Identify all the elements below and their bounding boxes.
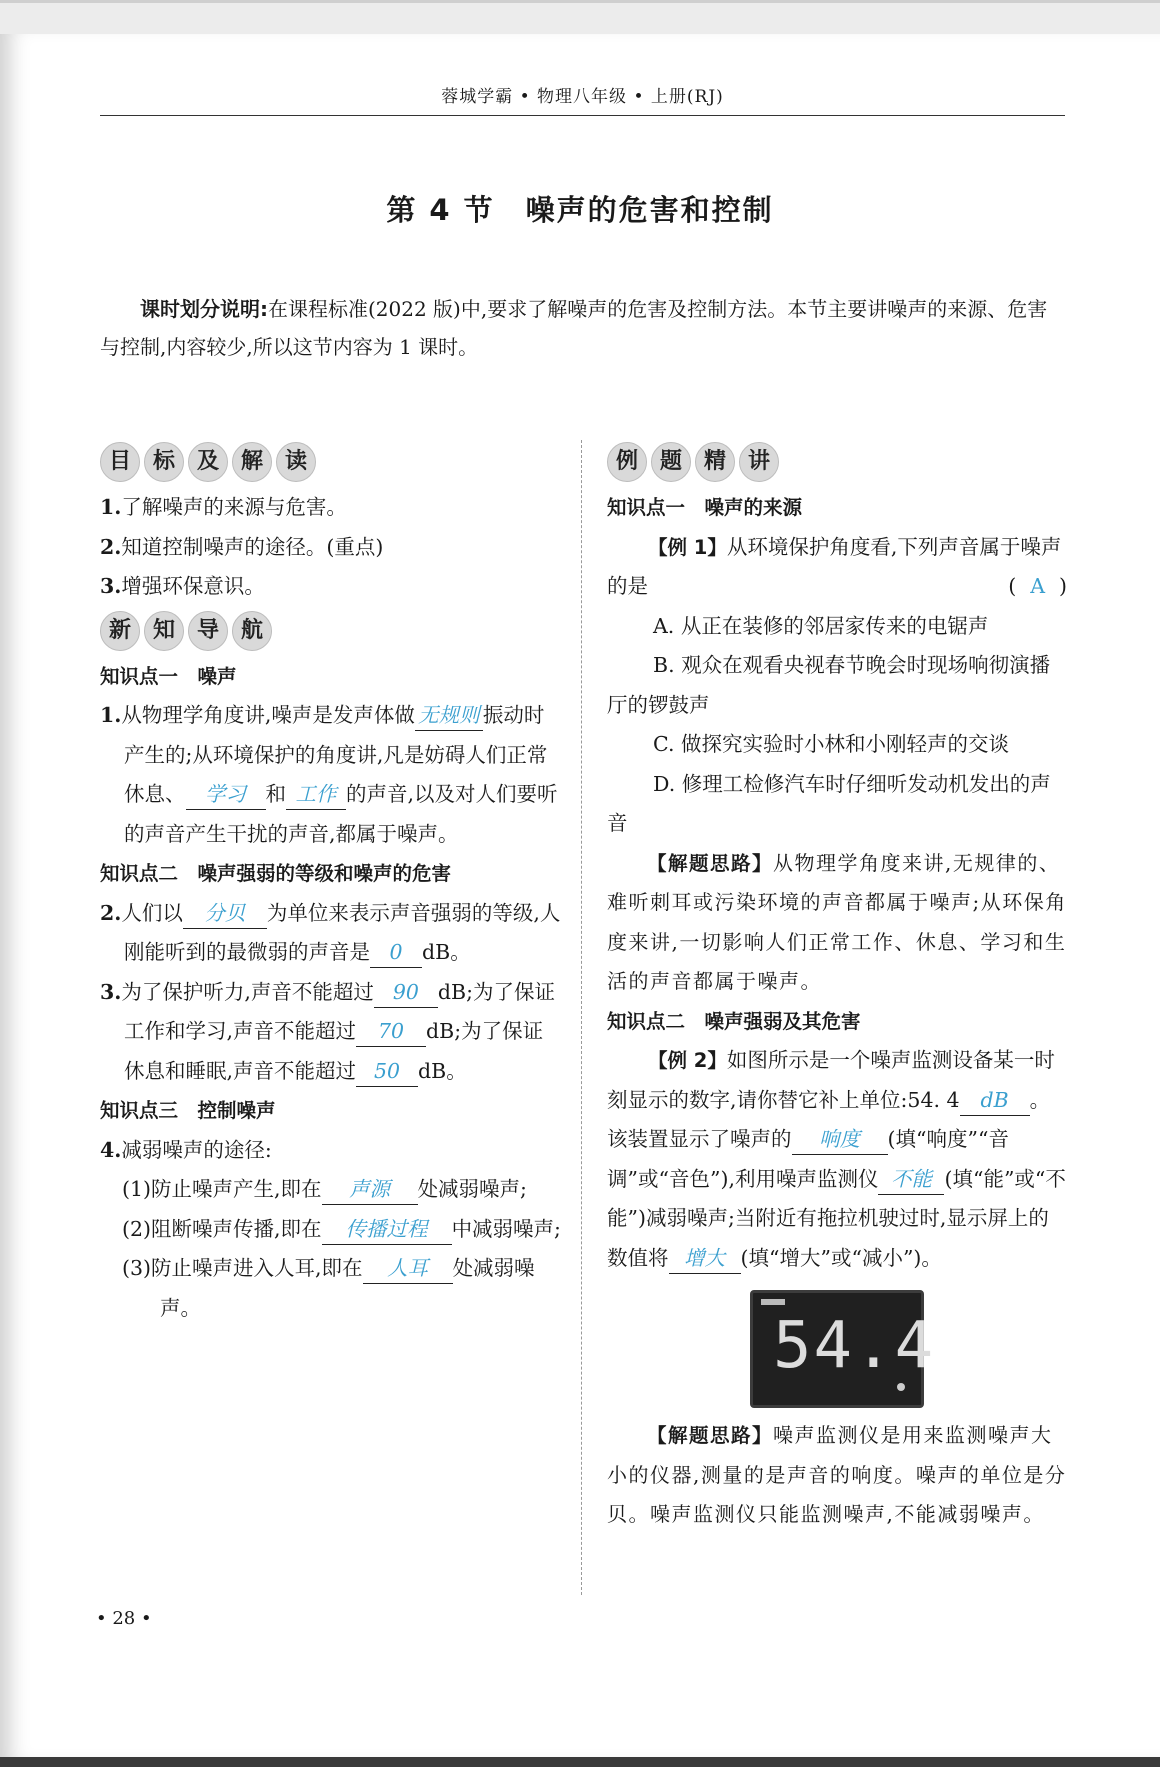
question-text: 人们以: [121, 900, 183, 925]
question-number: 4.: [100, 1137, 122, 1162]
hint-text: 从物理学角度来讲,无规律的、难听刺耳或污染环境的声音都属于噪声;从环保角度来讲,一切影响人们正常工作、休息、学习和生活的声音都属于噪声。: [607, 850, 1067, 993]
hint-label: 【解题思路】: [647, 1424, 774, 1447]
answer-blank: 传播过程: [322, 1214, 452, 1245]
answer-bracket: [967, 567, 1067, 607]
intro-label: 课时划分说明:: [140, 297, 268, 321]
hint-label: 【解题思路】: [647, 851, 774, 875]
answer-blank: 工作: [286, 779, 346, 810]
question-text: 减弱噪声的途径:: [121, 1137, 272, 1162]
sub-text: 中减弱噪声;: [451, 1216, 561, 1241]
badge-char: 题: [651, 442, 691, 482]
right-column: [607, 440, 1067, 1535]
answer-blank: 分贝: [183, 898, 267, 929]
display-indicator-dot: [897, 1383, 905, 1391]
section-badge-new-knowledge: [100, 609, 562, 653]
goal-number: 2.: [100, 534, 122, 559]
question-text: dB。: [418, 1058, 467, 1083]
sub-text: (3)防止噪声进入人耳,即在: [122, 1256, 363, 1280]
badge-char: 知: [144, 611, 184, 651]
question-2: [100, 894, 562, 973]
goal-item: [100, 567, 562, 607]
page-number: • 28 •: [96, 1608, 152, 1629]
sub-text: 处减弱噪声。: [160, 1256, 535, 1320]
badge-char: 航: [232, 611, 272, 651]
example-text: (填“增大”或“减小”)。: [740, 1245, 942, 1270]
answer-blank: 人耳: [363, 1253, 453, 1284]
option-c: C. 做探究实验时小林和小刚轻声的交谈: [653, 732, 1009, 756]
badge-char: 读: [276, 442, 316, 482]
answer-blank: dB: [960, 1085, 1030, 1116]
running-head: 蓉城学霸 • 物理八年级 • 上册(RJ): [100, 82, 1065, 116]
question-4-sub-1: [100, 1170, 562, 1210]
question-4-sub-2: [100, 1210, 562, 1250]
example-text: 如图所示是一个噪声监测设备某一时刻显示的数字,请你替它补上单位:54. 4: [607, 1048, 1055, 1112]
question-text: 从物理学角度讲,噪声是发声体做: [121, 703, 415, 727]
question-3: [100, 973, 562, 1092]
question-4-sub-3: [100, 1249, 562, 1328]
section-title: 第 4 节 噪声的危害和控制: [386, 193, 774, 227]
goal-text: 了解噪声的来源与危害。: [121, 495, 347, 519]
question-text: 和: [265, 782, 286, 806]
knowledge-point-heading: 知识点二 噪声强弱及其危害: [607, 1009, 861, 1033]
viewer-top-bar: [0, 0, 1160, 37]
badge-char: 及: [188, 442, 228, 482]
sub-text: (1)防止噪声产生,即在: [122, 1177, 322, 1201]
answer-blank: 声源: [322, 1174, 418, 1205]
left-column: [100, 440, 562, 1328]
section-badge-examples: [607, 440, 1067, 484]
answer-blank: 90: [374, 977, 438, 1008]
goal-item: [100, 528, 562, 568]
badge-char: 新: [100, 611, 140, 651]
badge-char: 标: [144, 442, 184, 482]
badge-char: 例: [607, 442, 647, 482]
sub-text: (2)阻断噪声传播,即在: [122, 1216, 322, 1241]
option-a: A. 从正在装修的邻居家传来的电锯声: [653, 613, 989, 638]
answer-blank: 50: [356, 1056, 418, 1087]
example-1-stem: [607, 528, 1067, 607]
answer-blank: 增大: [669, 1243, 741, 1274]
question-4: [100, 1131, 562, 1171]
question-text: 为了保护听力,声音不能超过: [121, 979, 374, 1004]
solution-hint-1: [607, 844, 1067, 1002]
answer-blank: 70: [356, 1016, 426, 1047]
column-divider: [581, 440, 582, 1595]
answer-blank: 0: [370, 937, 422, 968]
goal-item: [100, 488, 562, 528]
question-1: [100, 696, 562, 854]
question-text: 振动时产生的;从环境保护的角度讲,凡是妨碍人们正常休息、: [124, 703, 548, 806]
section-badge-goals: [100, 440, 562, 484]
knowledge-point-heading: 知识点二 噪声强弱的等级和噪声的危害: [100, 862, 452, 885]
solution-hint-2: [607, 1416, 1067, 1535]
option-d: D. 修理工检修汽车时仔细听发动机发出的声音: [607, 771, 1051, 835]
option-b: B. 观众在观看央视春节晚会时现场响彻演播厅的锣鼓声: [607, 653, 1051, 717]
question-text: 为单位来表示声音强弱的等级,人刚能听到的最微弱的声音是: [124, 900, 561, 964]
answer-blank: 响度: [792, 1124, 888, 1155]
knowledge-point-heading: 知识点一 噪声的来源: [607, 496, 803, 519]
bracket: (: [1008, 574, 1017, 598]
question-number: 2.: [100, 900, 122, 925]
answer-blank: 不能: [878, 1164, 944, 1195]
example-label: 【例 1】: [648, 535, 727, 559]
viewer-bottom-bar: [0, 1757, 1160, 1767]
question-text: dB;为了保证休息和睡眠,声音不能超过: [124, 1019, 544, 1083]
question-number: 3.: [100, 979, 122, 1004]
example-text: 从环境保护角度看,下列声音属于噪声的是: [607, 534, 1062, 598]
goal-text: 知道控制噪声的途径。(重点): [121, 534, 384, 559]
example-text: (填“响度”“音调”或“音色”),利用噪声监测仪: [607, 1127, 1009, 1191]
question-text: 的声音,以及对人们要听的声音产生干扰的声音,都属于噪声。: [124, 782, 558, 846]
goal-number: 1.: [100, 495, 122, 519]
question-number: 1.: [100, 703, 122, 727]
example-2-stem: [607, 1041, 1067, 1278]
goal-number: 3.: [100, 574, 122, 598]
answer-blank: 无规则: [415, 700, 483, 731]
answer-blank: 学习: [186, 779, 266, 810]
goal-text: 增强环保意识。: [121, 574, 265, 598]
intro-text: 在课程标准(2022 版)中,要求了解噪声的危害及控制方法。本节主要讲噪声的来源、危害与控制,内容较少,所以这节内容为 1 课时。: [100, 297, 1048, 359]
example-text: 。该装置显示了噪声的: [607, 1087, 1051, 1151]
noise-monitor-display: [750, 1290, 936, 1408]
badge-char: 解: [232, 442, 272, 482]
hint-text: 噪声监测仪是用来监测噪声大小的仪器,测量的是声音的响度。噪声的单位是分贝。噪声监测仪只能监测噪声,不能减弱噪声。: [607, 1423, 1067, 1526]
knowledge-point-heading: 知识点三 控制噪声: [100, 1099, 276, 1122]
question-text: dB。: [422, 940, 471, 964]
answer-choice: A: [1030, 574, 1045, 598]
badge-char: 精: [695, 442, 735, 482]
sub-text: 处减弱噪声;: [417, 1177, 527, 1201]
intro-paragraph: [100, 290, 1065, 366]
question-text: dB;为了保证工作和学习,声音不能超过: [124, 979, 556, 1043]
display-reading: 54.4: [773, 1309, 936, 1383]
example-label: 【例 2】: [648, 1049, 727, 1072]
bracket: ): [1059, 574, 1067, 598]
badge-char: 讲: [739, 442, 779, 482]
badge-char: 导: [188, 611, 228, 651]
display-label-tag: [761, 1299, 785, 1305]
example-text: (填“能”或“不能”)减弱噪声;当附近有拖拉机驶过时,显示屏上的数值将: [607, 1166, 1066, 1270]
knowledge-point-heading: 知识点一 噪声: [100, 664, 237, 688]
badge-char: 目: [100, 442, 140, 482]
